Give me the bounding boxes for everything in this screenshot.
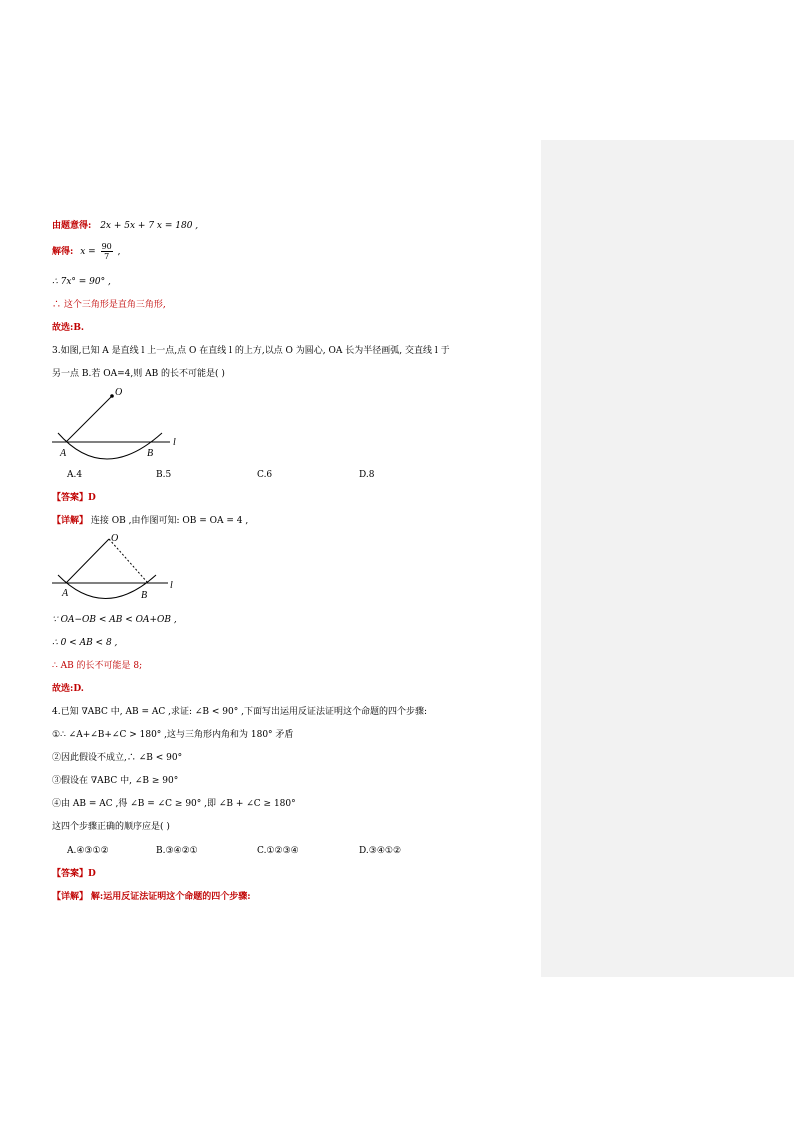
fraction-denominator: 7: [104, 252, 110, 261]
question-text: 3.如图,已知 A 是直线 l 上一点,点 O 在直线 l 的上方,以点 O 为圆心, OA 长为半径画弧, 交直线 l 于: [52, 346, 450, 356]
question-3-step-1: [52, 614, 177, 626]
question-4-step-4: [52, 798, 296, 810]
equation: ∴ 7x° = 90° ,: [52, 277, 111, 287]
question-3-answer: [52, 492, 96, 504]
question-4-stem: [52, 706, 427, 718]
question-3-detail-figure: [52, 532, 192, 604]
solution-line-3: [52, 276, 111, 288]
equation-lhs: x =: [80, 247, 96, 257]
inequality: ∴ 0 < AB < 8 ,: [52, 638, 118, 648]
step-text: ③假设在 ∇ABC 中, ∠B ≥ 90°: [52, 776, 179, 786]
question-3-step-4: [52, 683, 84, 695]
detail-label: 【详解】: [52, 516, 89, 526]
fraction: [101, 242, 113, 261]
fraction-numerator: 90: [101, 242, 112, 251]
label-l: l: [170, 580, 173, 591]
question-text: 另一点 B.若 OA=4,则 AB 的长不可能是( ): [52, 369, 225, 379]
option-b: B.③④②①: [156, 846, 198, 856]
point-o: [110, 394, 114, 398]
solution-line-1: [52, 220, 198, 232]
solution-label: 由题意得:: [52, 221, 92, 231]
option-c: C.①②③④: [257, 846, 299, 856]
detail-label: 【详解】: [52, 892, 89, 902]
segment-ob-dashed: [109, 539, 148, 583]
option-c: C.6: [257, 470, 273, 480]
question-text: 这四个步骤正确的顺序应是( ): [52, 822, 170, 832]
question-3-stem-line-1: [52, 345, 450, 357]
label-a: A: [62, 588, 69, 599]
option-d: D.8: [359, 470, 375, 480]
solution-line-5: [52, 322, 84, 334]
step-text: ②因此假设不成立,∴ ∠B < 90°: [52, 753, 183, 763]
question-4-step-1: [52, 729, 293, 741]
equation: 2x + 5x + 7 x = 180 ,: [100, 221, 199, 231]
label-b: B: [147, 448, 154, 459]
segment-oa: [66, 539, 109, 583]
conclusion-text: ∴ AB 的长不可能是 8;: [52, 661, 143, 671]
label-b: B: [141, 590, 148, 601]
solution-line-4: [52, 299, 166, 311]
question-3-detail: [52, 515, 248, 527]
punctuation: ,: [117, 247, 121, 257]
label-l: l: [173, 437, 176, 448]
option-d: D.③④①②: [359, 846, 402, 856]
step-text: ①∴ ∠A+∠B+∠C > 180° ,这与三角形内角和为 180° 矛盾: [52, 730, 294, 740]
conclusion-text: ∴ 这个三角形是直角三角形,: [52, 300, 166, 310]
question-3-figure: [52, 385, 192, 465]
choice-text: 故选:D.: [52, 684, 84, 694]
answer-text: 【答案】D: [52, 493, 96, 503]
label-o: O: [115, 387, 123, 398]
question-4-step-2: [52, 752, 182, 764]
step-text: ④由 AB = AC ,得 ∠B = ∠C ≥ 90° ,即 ∠B + ∠C ≥ 180°: [52, 799, 296, 809]
question-4-ask: [52, 821, 170, 833]
question-4-answer: [52, 868, 96, 880]
question-text: 4.已知 ∇ABC 中, AB = AC ,求证: ∠B < 90° ,下面写出运用反证法证明这个命题的四个步骤:: [52, 707, 427, 717]
option-a: A.4: [67, 470, 83, 480]
option-b: B.5: [156, 470, 172, 480]
inequality: ∵ OA−OB < AB < OA+OB ,: [52, 615, 177, 625]
detail-text: 连接 OB ,由作图可知: OB = OA = 4 ,: [90, 516, 249, 526]
question-3-stem-line-2: [52, 368, 225, 380]
option-a: A.④③①②: [67, 846, 109, 856]
segment-oa: [66, 396, 112, 442]
choice-text: 故选:B.: [52, 323, 85, 333]
label-o: O: [111, 533, 119, 544]
answer-text: 【答案】D: [52, 869, 96, 879]
question-3-step-2: [52, 637, 117, 649]
comment-panel: [541, 140, 794, 977]
solution-label: 解得:: [52, 247, 74, 257]
question-3-step-3: [52, 660, 142, 672]
label-a: A: [60, 448, 67, 459]
question-4-step-3: [52, 775, 178, 787]
solution-line-2: [52, 242, 121, 261]
question-4-detail: [52, 891, 251, 903]
detail-text: 解:运用反证法证明这个命题的四个步骤:: [90, 892, 251, 902]
